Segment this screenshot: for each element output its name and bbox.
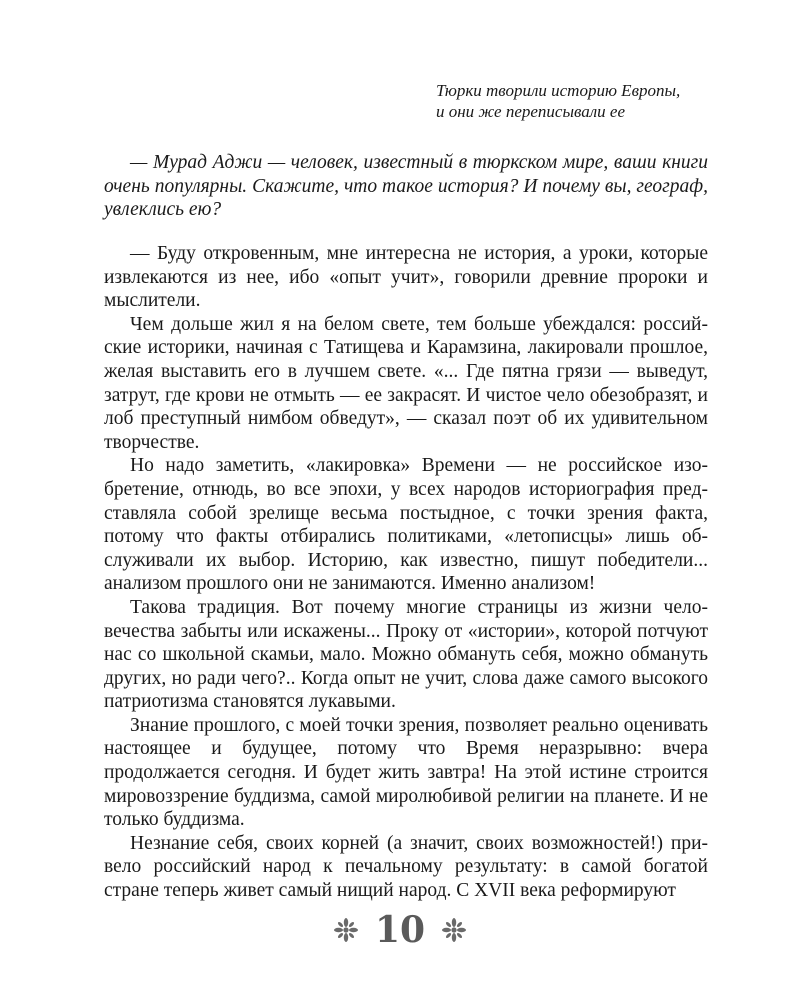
answer-paragraph-2: Чем дольше жил я на белом свете, тем больше убеждался: российские историки, начиная с Татищева и Карамзина, лакировали прошлое, желая выставить его в лучшем свете. «... Где пятна грязи — выведут, затрут, где крови не отмыть — ее закрасят. И чистое чело обезобразят, и лоб преступный нимбом обведут», — сказал поэт об их удивительном творчестве. — [104, 313, 708, 453]
answer-paragraph-4: Такова традиция. Вот почему многие страницы из жизни человечества забыты или искажены... Проку от «истории», которой потчуют нас со школьной скамьи, мало. Можно обмануть себя, можно обмануть других, но ради чего?.. Когда опыт не учит, слова даже самого высокого патриотизма становятся лукавыми. — [104, 596, 708, 713]
epigraph-line-1: Тюрки творили историю Европы, — [436, 81, 681, 100]
page-folio — [0, 908, 800, 952]
fleuron-icon — [441, 917, 467, 943]
page-number: 10 — [374, 909, 426, 951]
answer-paragraph-1: — Буду откровенным, мне интересна не история, а уроки, которые извлекаются из нее, ибо «опыт учит», говорили древние пророки и мыслители. — [104, 243, 708, 312]
epigraph-line-2: и они же переписывали ее — [436, 102, 625, 121]
answer-paragraph-5: Знание прошлого, с моей точки зрения, позволяет реально оценивать настоящее и будущее, потому что Время неразрывно: вчера продолжается сегодня. И будет жить завтра! На этой истине строится мировоззрение буддизма, самой миролюбивой религии на планете. И не только буддизма. — [104, 714, 708, 831]
fleuron-icon — [333, 917, 359, 943]
answer-paragraph-3: Но надо заметить, «лакировка» Времени — не российское изобретение, отнюдь, во все эпохи, у всех народов историография представляла собой зрелище весьма постыдное, с точки зрения факта, потому что факты отбирались политиками, «летописцы» лишь обслуживали их выбор. Историю, как известно, пишут победители... анализом прошлого они не занимаются. Именно анализом! — [104, 455, 708, 595]
interview-question — [104, 151, 708, 222]
answer-paragraph-6: Незнание себя, своих корней (а значит, своих возможностей!) привело российский народ к печальному результату: в самой богатой стране теперь живет самый нищий народ. С XVII века реформируют — [104, 832, 708, 902]
interview-answer — [104, 242, 708, 903]
question-paragraph: — Мурад Аджи — человек, известный в тюркском мире, ваши книги очень популярны. Скажите, что такое история? И почему вы, географ, увлеклись ею? — [104, 152, 708, 221]
epigraph — [436, 80, 736, 122]
